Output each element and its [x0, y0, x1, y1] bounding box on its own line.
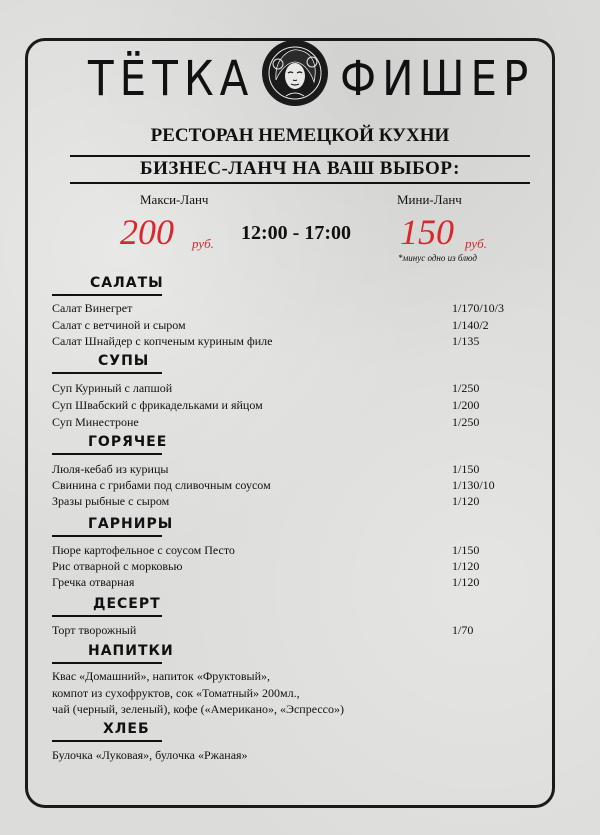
maxi-lunch-label: Макси-Ланч [140, 192, 209, 207]
section-rule-dessert [52, 615, 162, 617]
menu-item: Пюре картофельное с соусом Песто [52, 543, 235, 557]
menu-item-portion: 1/200 [452, 398, 480, 412]
menu-item: Рис отварной с морковью [52, 559, 183, 573]
menu-item-portion: 1/135 [452, 334, 480, 348]
drinks-line: Квас «Домашний», напиток «Фруктовый», [52, 669, 271, 683]
restaurant-subtitle: РЕСТОРАН НЕМЕЦКОЙ КУХНИ [150, 125, 450, 146]
section-rule-hot [52, 453, 162, 455]
menu-item-portion: 1/170/10/3 [452, 301, 505, 315]
menu-item: Зразы рыбные с сыром [52, 494, 170, 508]
section-rule-salads [52, 294, 162, 296]
drinks-line: чай (черный, зеленый), кофе («Американо», «Эспрессо») [52, 702, 344, 716]
heading-rule-bottom [70, 182, 530, 184]
menu-item: Суп Швабский с фрикадельками и яйцом [52, 398, 263, 412]
menu-item: Салат Винегрет [52, 301, 133, 315]
menu-item: Салат с ветчиной и сыром [52, 318, 186, 332]
menu-item: Люля-кебаб из курицы [52, 462, 169, 476]
menu-item-portion: 1/150 [452, 543, 480, 557]
section-title-salads: САЛАТЫ [90, 275, 164, 291]
menu-item-portion: 1/120 [452, 559, 480, 573]
section-rule-sides [52, 535, 162, 537]
menu-item-portion: 1/130/10 [452, 478, 495, 492]
lunch-heading: БИЗНЕС-ЛАНЧ НА ВАШ ВЫБОР: [140, 158, 460, 179]
section-title-dessert: ДЕСЕРТ [93, 596, 161, 612]
menu-item: Торт творожный [52, 623, 137, 637]
menu-item-portion: 1/120 [452, 575, 480, 589]
menu-item: Свинина с грибами под сливочным соусом [52, 478, 271, 492]
menu-item: Суп Куриный с лапшой [52, 381, 173, 395]
lunch-hours: 12:00 - 17:00 [241, 222, 351, 244]
section-rule-bread [52, 740, 162, 742]
menu-item-portion: 1/70 [452, 623, 474, 637]
mini-lunch-price: 150 [400, 212, 454, 252]
brand-left: ТЁТКА [88, 50, 255, 107]
brand-right: ФИШЕР [340, 50, 535, 107]
menu-item-portion: 1/120 [452, 494, 480, 508]
menu-item-portion: 1/250 [452, 415, 480, 429]
section-title-sides: ГАРНИРЫ [88, 516, 174, 532]
menu-item-portion: 1/150 [452, 462, 480, 476]
maxi-lunch-unit: руб. [192, 236, 214, 251]
heading-rule-top [70, 155, 530, 157]
section-rule-soups [52, 372, 162, 374]
menu-item: Суп Минестроне [52, 415, 139, 429]
section-title-soups: СУПЫ [98, 353, 150, 369]
menu-item-portion: 1/250 [452, 381, 480, 395]
maxi-lunch-price: 200 [120, 212, 174, 252]
section-title-hot: ГОРЯЧЕЕ [88, 434, 168, 450]
drinks-line: компот из сухофруктов, сок «Томатный» 200мл., [52, 686, 300, 700]
section-title-drinks: НАПИТКИ [88, 643, 174, 659]
menu-item: Салат Шнайдер с копченым куриным филе [52, 334, 273, 348]
bread-line: Булочка «Луковая», булочка «Ржаная» [52, 748, 248, 762]
logo-portrait-icon [262, 40, 328, 106]
menu-item: Гречка отварная [52, 575, 135, 589]
section-rule-drinks [52, 662, 162, 664]
mini-lunch-unit: руб. [465, 236, 487, 251]
mini-lunch-note: *минус одно из блюд [398, 253, 477, 263]
section-title-bread: ХЛЕБ [103, 721, 150, 737]
menu-item-portion: 1/140/2 [452, 318, 489, 332]
mini-lunch-label: Мини-Ланч [397, 192, 462, 207]
